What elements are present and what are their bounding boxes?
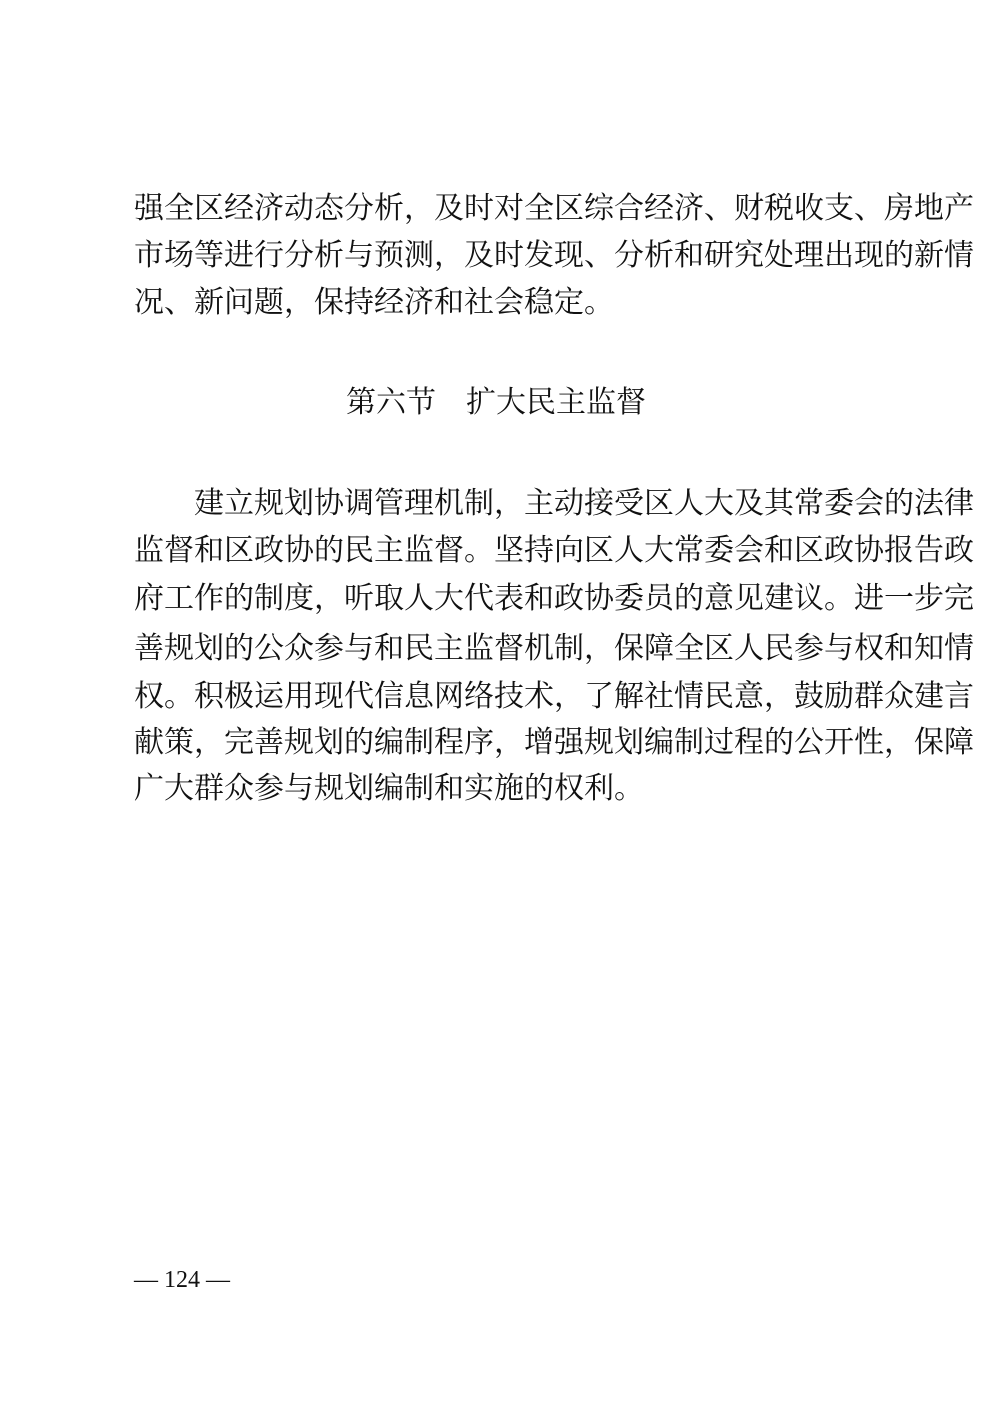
paragraph-2-line-3: 府工作的制度，听取人大代表和政协委员的意见建议。进一步完	[134, 581, 974, 616]
paragraph-2-line-4: 善规划的公众参与和民主监督机制，保障全区人民参与权和知情	[134, 631, 974, 666]
paragraph-2-line-6: 献策，完善规划的编制程序，增强规划编制过程的公开性，保障	[134, 725, 974, 760]
page-number: — 124 —	[134, 1267, 230, 1293]
paragraph-1-line-1: 强全区经济动态分析，及时对全区综合经济、财税收支、房地产	[134, 191, 974, 226]
paragraph-2-line-2: 监督和区政协的民主监督。坚持向区人大常委会和区政协报告政	[134, 533, 974, 568]
paragraph-2-line-7: 广大群众参与规划编制和实施的权利。	[134, 771, 644, 806]
paragraph-2-line-5: 权。积极运用现代信息网络技术，了解社情民意，鼓励群众建言	[134, 679, 974, 714]
paragraph-2-line-1: 建立规划协调管理机制，主动接受区人大及其常委会的法律	[134, 486, 974, 521]
paragraph-1-line-3: 况、新问题，保持经济和社会稳定。	[134, 285, 614, 320]
paragraph-1-line-2: 市场等进行分析与预测，及时发现、分析和研究处理出现的新情	[134, 238, 974, 273]
section-heading: 第六节 扩大民主监督	[346, 385, 646, 420]
